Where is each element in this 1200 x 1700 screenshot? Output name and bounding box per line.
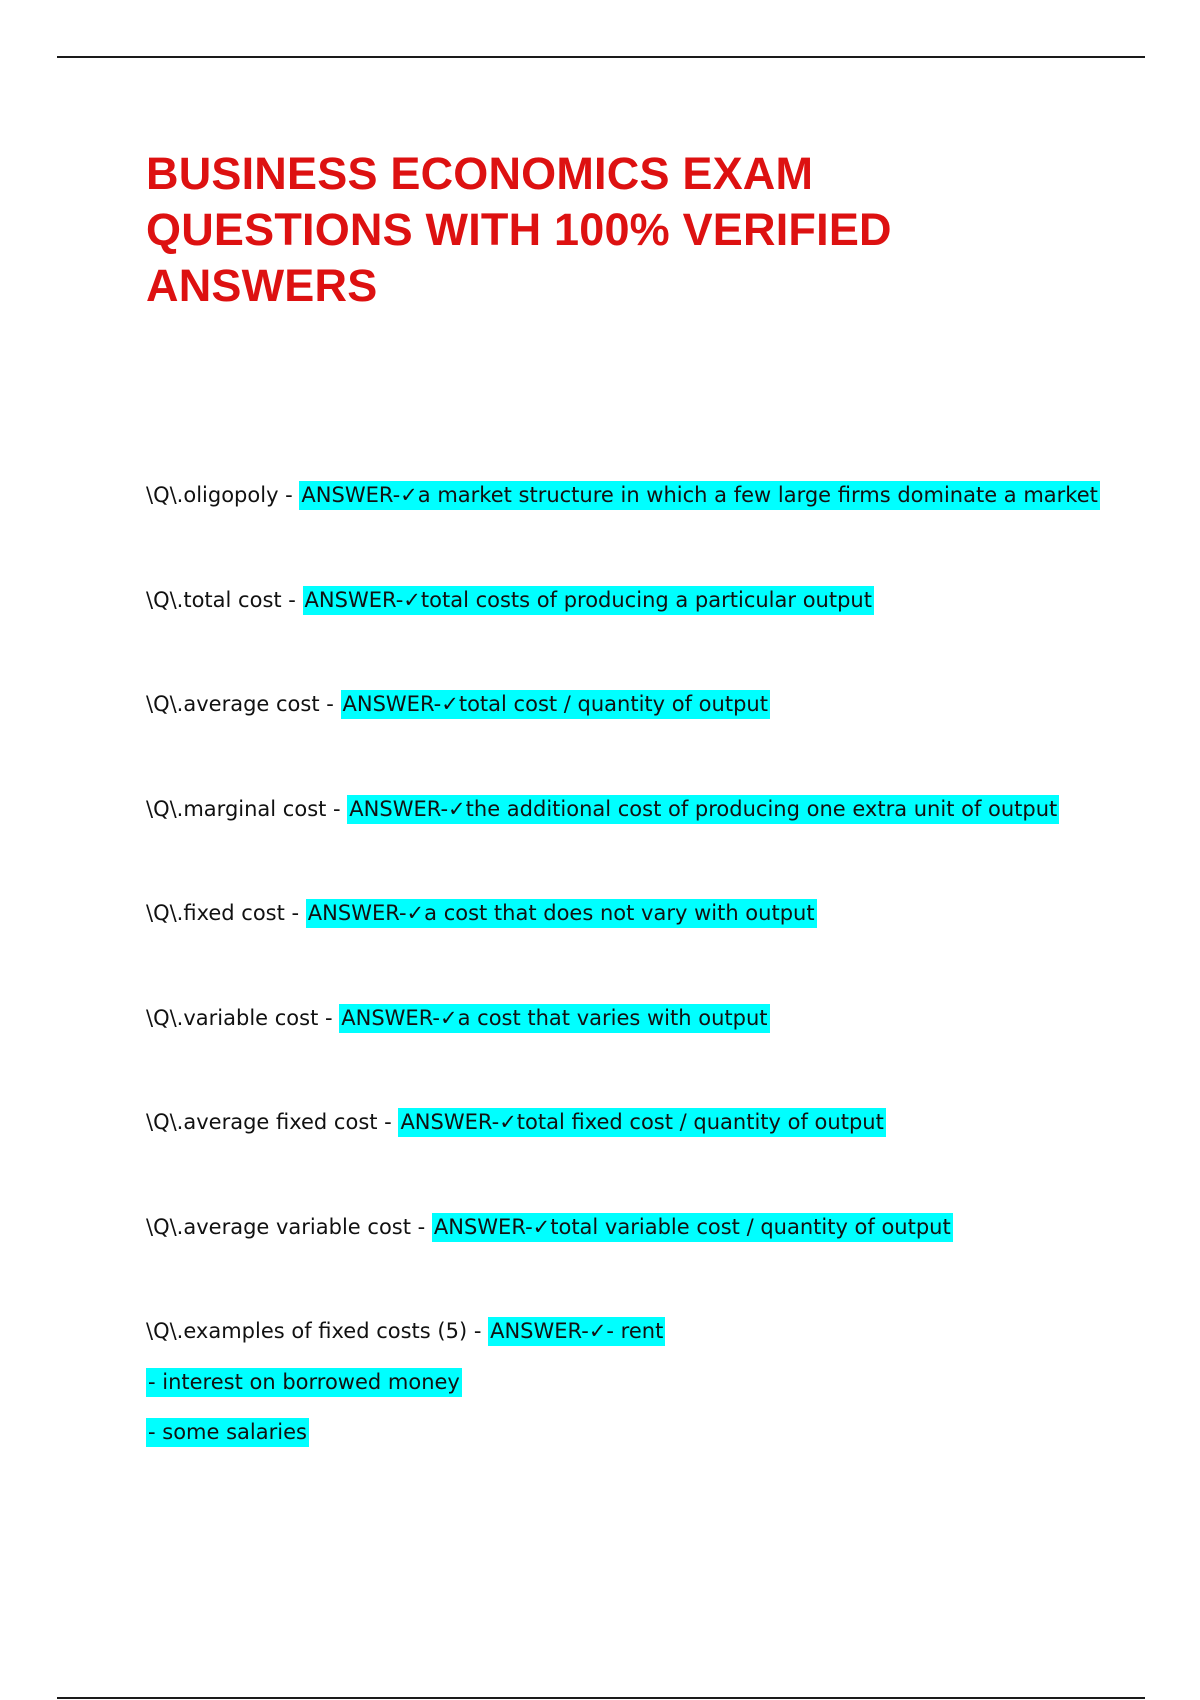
qa-item bbox=[146, 689, 1146, 794]
question-text: \Q\.examples of fixed costs (5) - bbox=[146, 1319, 489, 1343]
answer-text: ANSWER-✓a market structure in which a few large firms dominate a market bbox=[299, 481, 1099, 510]
qa-item bbox=[146, 794, 1146, 899]
qa-item bbox=[146, 1107, 1146, 1212]
qa-item bbox=[146, 1316, 1146, 1447]
answer-text: ANSWER-✓- rent bbox=[488, 1317, 665, 1346]
qa-item bbox=[146, 898, 1146, 1003]
answer-continuation: - some salaries bbox=[146, 1418, 309, 1447]
qa-item bbox=[146, 1003, 1146, 1108]
answer-text: ANSWER-✓the additional cost of producing one extra unit of output bbox=[347, 795, 1059, 824]
bottom-rule bbox=[57, 1697, 1145, 1699]
question-text: \Q\.total cost - bbox=[146, 587, 303, 612]
qa-item bbox=[146, 1212, 1146, 1317]
answer-text: ANSWER-✓total cost / quantity of output bbox=[341, 690, 770, 719]
question-text: \Q\.marginal cost - bbox=[146, 796, 348, 821]
question-text: \Q\.fixed cost - bbox=[146, 901, 306, 925]
answer-continuation: - interest on borrowed money bbox=[146, 1368, 462, 1397]
question-text: \Q\.oligopoly - bbox=[146, 483, 300, 507]
question-text: \Q\.average variable cost - bbox=[146, 1214, 432, 1239]
top-rule bbox=[57, 56, 1145, 58]
question-text: \Q\.average fixed cost - bbox=[146, 1110, 399, 1134]
qa-item bbox=[146, 480, 1146, 585]
answer-text: ANSWER-✓a cost that varies with output bbox=[339, 1004, 769, 1033]
answer-text: ANSWER-✓total variable cost / quantity of output bbox=[432, 1213, 953, 1242]
qa-item bbox=[146, 585, 1146, 690]
question-text: \Q\.variable cost - bbox=[146, 1005, 340, 1030]
answer-text: ANSWER-✓a cost that does not vary with output bbox=[306, 899, 817, 928]
answer-text: ANSWER-✓total costs of producing a particular output bbox=[303, 586, 874, 615]
question-text: \Q\.average cost - bbox=[146, 692, 341, 716]
document-title: BUSINESS ECONOMICS EXAM QUESTIONS WITH 100% VERIFIED ANSWERS bbox=[146, 148, 892, 311]
answer-text: ANSWER-✓total fixed cost / quantity of output bbox=[398, 1108, 885, 1137]
qa-list bbox=[146, 480, 1146, 1447]
